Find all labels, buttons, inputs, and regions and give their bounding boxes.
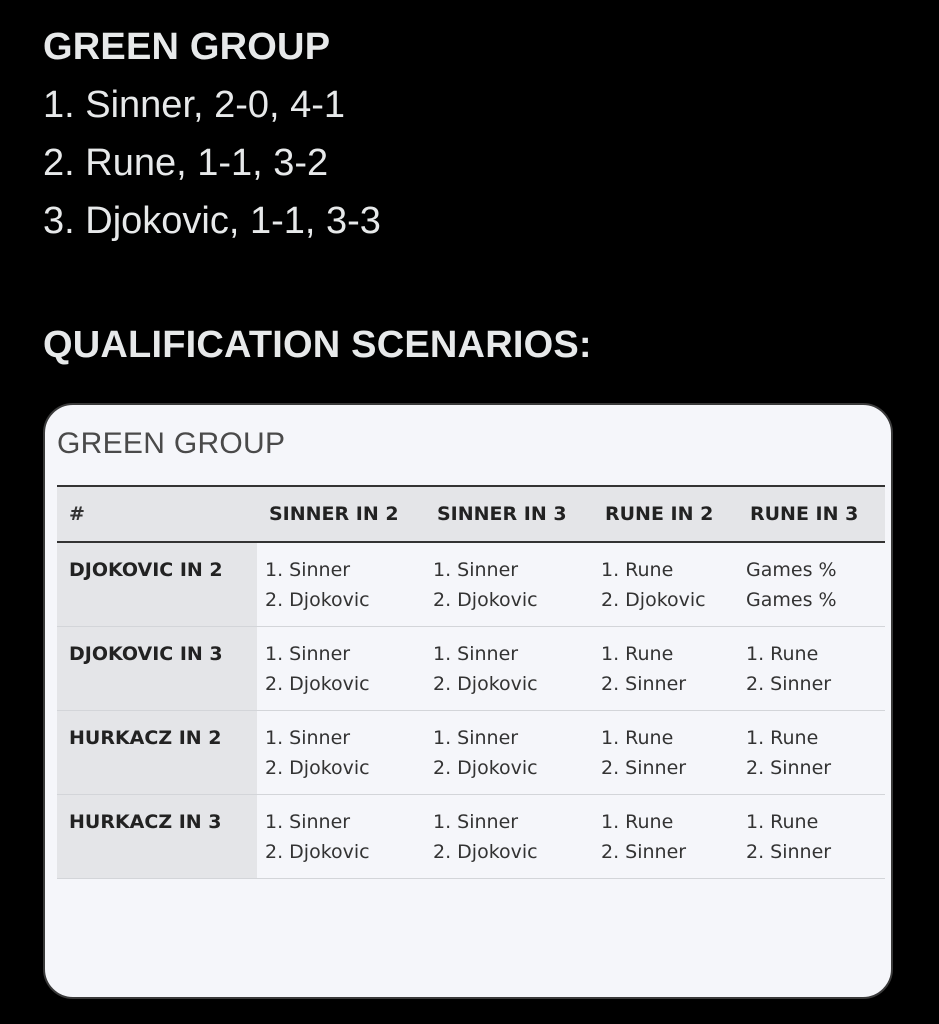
table-row [57,794,885,878]
table-cell [738,542,885,626]
cell-line: 1. Sinner [265,642,351,665]
cell-line: 1. Rune [601,559,674,581]
cell-line: 1. Rune [601,642,674,665]
table-cell [738,794,885,878]
table-cell [257,710,425,794]
column-header: # [57,486,257,542]
cell-line: Games % [746,589,837,611]
table-cell [257,626,425,710]
table-cell [738,710,885,794]
scenarios-heading: QUALIFICATION SCENARIOS: [43,324,592,366]
cell-line: 2. Djokovic [265,589,370,611]
cell-line: 1. Sinner [433,642,519,665]
table-cell [593,626,738,710]
table-cell [257,542,425,626]
cell-line: 2. Djokovic [265,756,370,779]
cell-line: 2. Djokovic [433,756,538,779]
card-title: GREEN GROUP [57,427,286,460]
cell-line: 2. Djokovic [601,589,706,611]
table-row [57,542,885,626]
cell-line: 1. Rune [746,642,819,665]
cell-line: 1. Sinner [265,559,351,581]
cell-line: 1. Rune [601,726,674,749]
row-label: HURKACZ IN 3 [57,794,257,878]
cell-line: Games % [746,559,837,581]
table-row [57,710,885,794]
cell-line: 1. Sinner [433,559,519,581]
cell-line: 2. Djokovic [433,589,538,611]
table-cell [593,794,738,878]
table-cell [593,710,738,794]
standings-line: 1. Sinner, 2-0, 4-1 [43,84,346,126]
column-header: SINNER IN 2 [257,486,425,542]
cell-line: 1. Rune [746,810,819,833]
table-cell [425,626,593,710]
table-header-row [57,486,885,542]
cell-line: 2. Sinner [746,840,832,863]
cell-line: 2. Sinner [601,672,687,695]
cell-line: 2. Sinner [601,756,687,779]
image-card[interactable] [43,403,893,999]
cell-line: 2. Djokovic [433,840,538,863]
row-label: DJOKOVIC IN 3 [57,626,257,710]
column-header: SINNER IN 3 [425,486,593,542]
post-heading: GREEN GROUP [43,26,331,68]
scenarios-table [57,485,885,879]
cell-line: 2. Sinner [746,756,832,779]
table-cell [425,794,593,878]
cell-line: 2. Sinner [601,840,687,863]
table-cell [425,542,593,626]
table-cell [593,542,738,626]
post-text [43,18,903,366]
standings-line: 3. Djokovic, 1-1, 3-3 [43,200,381,242]
cell-line: 1. Rune [746,726,819,749]
cell-line: 1. Sinner [265,726,351,749]
cell-line: 2. Djokovic [265,672,370,695]
cell-line: 2. Sinner [746,672,832,695]
column-header: RUNE IN 3 [738,486,885,542]
table-cell [738,626,885,710]
row-label: HURKACZ IN 2 [57,710,257,794]
table-cell [425,710,593,794]
table-row [57,626,885,710]
cell-line: 1. Sinner [433,810,519,833]
row-label: DJOKOVIC IN 2 [57,542,257,626]
cell-line: 2. Djokovic [433,672,538,695]
cell-line: 1. Rune [601,810,674,833]
cell-line: 1. Sinner [433,726,519,749]
cell-line: 2. Djokovic [265,840,370,863]
cell-line: 1. Sinner [265,810,351,833]
table-cell [257,794,425,878]
standings-line: 2. Rune, 1-1, 3-2 [43,142,329,184]
column-header: RUNE IN 2 [593,486,738,542]
